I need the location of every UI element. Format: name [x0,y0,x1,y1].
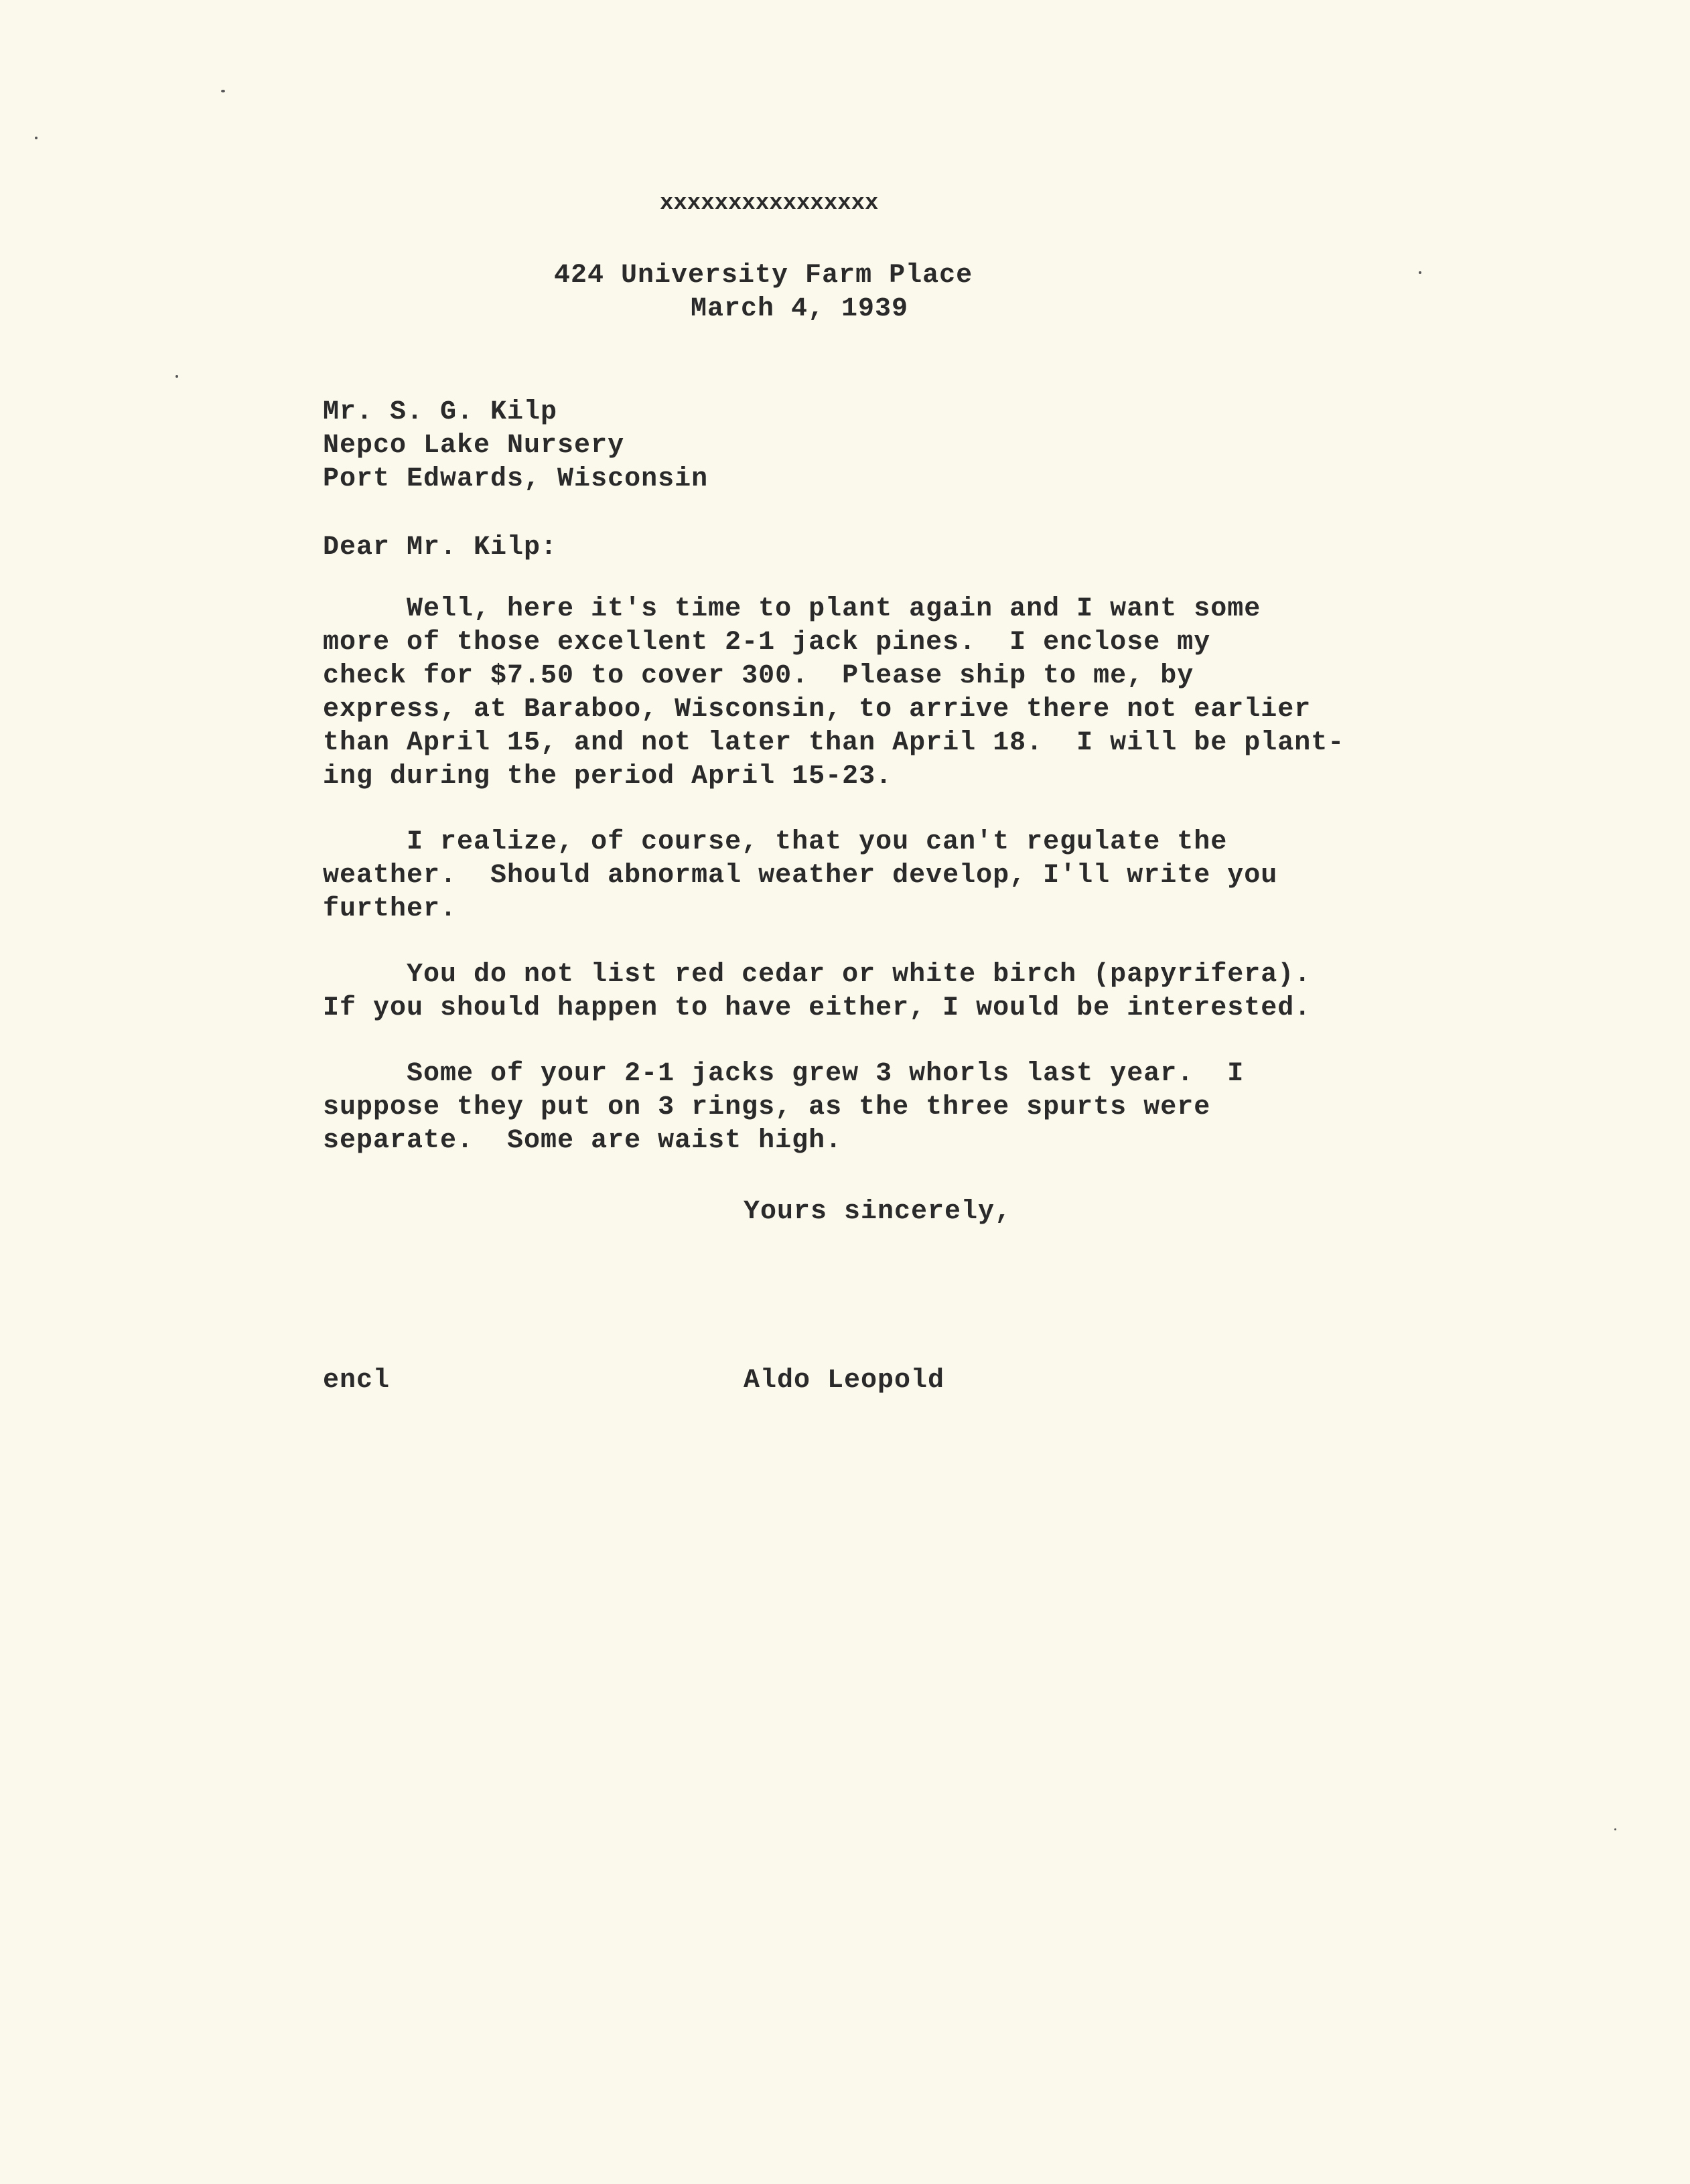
paragraph2-line1: I realize, of course, that you can't regulate the [323,827,1228,857]
paragraph4-line3: separate. Some are waist high. [323,1126,843,1156]
paragraph1-line1: Well, here it's time to plant again and I want some [323,594,1261,624]
paragraph4-line1: Some of your 2-1 jacks grew 3 whorls last year. I [323,1059,1245,1089]
paragraph1-line6: ing during the period April 15-23. [323,761,893,792]
paragraph1-line2: more of those excellent 2-1 jack pines. I enclose my [323,628,1211,658]
signature-name: Aldo Leopold [744,1366,945,1396]
paper-speck [35,137,38,139]
enclosure-note: encl [323,1366,391,1396]
paragraph3-line1: You do not list red cedar or white birch (papyrifera). [323,960,1312,990]
header-marker: xxxxxxxxxxxxxxxx [660,191,879,216]
paper-speck [1419,271,1421,274]
paragraph2-line3: further. [323,894,457,924]
closing: Yours sincerely, [744,1197,1012,1227]
paper-speck [221,90,225,92]
paragraph3-line2: If you should happen to have either, I would be interested. [323,993,1312,1023]
paragraph1-line4: express, at Baraboo, Wisconsin, to arrive there not earlier [323,695,1312,725]
paragraph4-line2: suppose they put on 3 rings, as the three spurts were [323,1092,1211,1122]
paragraph2-line2: weather. Should abnormal weather develop, I'll write you [323,861,1278,891]
salutation: Dear Mr. Kilp: [323,532,558,563]
paper-speck [1614,1828,1616,1830]
sender-address: 424 University Farm Place [554,261,973,291]
paragraph1-line5: than April 15, and not later than April 18. I will be plant- [323,728,1345,758]
paragraph1-line3: check for $7.50 to cover 300. Please ship to me, by [323,661,1194,691]
paper-speck [175,375,178,378]
recipient-location: Port Edwards, Wisconsin [323,464,709,494]
letter-date: March 4, 1939 [691,294,909,324]
recipient-name: Mr. S. G. Kilp [323,397,558,427]
recipient-company: Nepco Lake Nursery [323,431,625,461]
